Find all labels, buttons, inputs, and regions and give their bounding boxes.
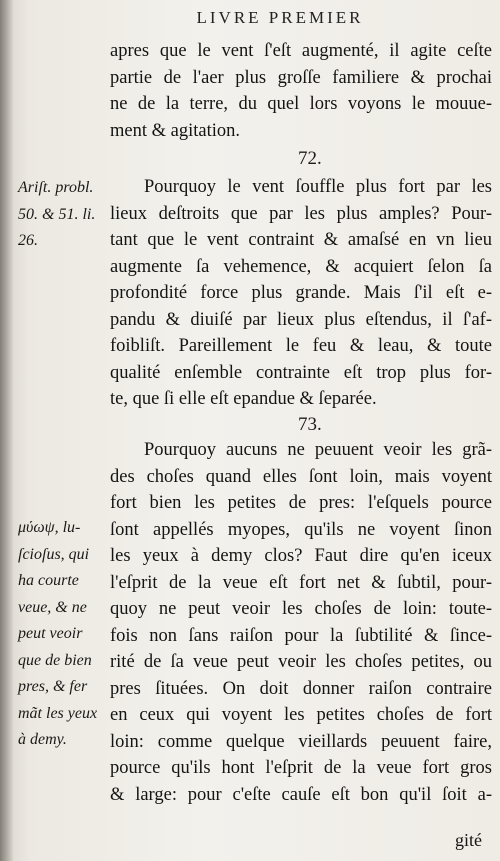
margin-note-line: que de bien: [18, 651, 92, 669]
continuation-paragraph: [110, 38, 492, 144]
margin-note-line: 50. & 51. li.: [18, 205, 96, 223]
text-line: quoy ne peut veoir les choſes de loin: toute-: [110, 599, 492, 619]
margin-note-line: 26.: [18, 232, 38, 249]
margin-note-72: [18, 175, 110, 255]
running-head: LIVRE PREMIER: [196, 8, 364, 27]
text-line: pource qu'ils hont l'eſprit de la veue fort gros: [110, 758, 492, 778]
margin-note-line: Ariſt. probl.: [18, 179, 94, 196]
text-line: te, que ſi elle eſt epandue & ſeparée.: [110, 389, 377, 409]
margin-note-line: μύωψ, lu-: [18, 519, 81, 536]
text-line: rité de ſa veue peut veoir les choſes petites, ou: [110, 652, 492, 672]
text-line: augmente ſa vehemence, & acquiert ſelon ſa: [110, 256, 492, 277]
section-72-paragraph: [110, 174, 492, 413]
text-line: qualité enſemble contrainte eſt trop plus for-: [110, 362, 492, 383]
text-line: ſont appellés myopes, qu'ils ne voyent ſinon: [110, 519, 492, 540]
text-line: lieux deſtroits que par les plus amples? Pour-: [110, 203, 492, 224]
text-line: apres que le vent ſ'eſt augmenté, il agite ceſte: [110, 41, 492, 61]
margin-note-line: veue, & ne: [18, 598, 87, 616]
margin-note-line: ſcioſus, qui: [18, 545, 90, 563]
text-line: Pourquoy aucuns ne peuuent veoir les grã-: [144, 440, 492, 460]
section-73-paragraph: [110, 437, 492, 808]
text-line: fort bien les petites de pres: l'eſquels pource: [110, 493, 492, 513]
page-gutter-shadow: [0, 0, 14, 861]
margin-note-73: [18, 515, 110, 754]
text-line: fois non ſans raiſon pour la ſubtilité & ſince-: [110, 625, 492, 646]
text-line: tant que le vent contraint & amaſsé en vn lieu: [110, 230, 492, 250]
text-line: les yeux à demy clos? Faut dire qu'en iceux: [110, 546, 492, 566]
text-line: l'eſprit de la veue eſt fort net & ſubtil, pour-: [110, 572, 492, 593]
text-line: en ceux qui voyent les petites choſes de fort: [110, 705, 492, 725]
text-line: loin: comme quelque vieillards peuuent faire,: [110, 731, 492, 752]
text-line: des choſes quand elles ſont loin, mais voyent: [110, 466, 492, 487]
text-line: profondité force plus grande. Mais ſ'il eſt e-: [110, 283, 492, 303]
section-number-72: 72.: [298, 148, 322, 169]
text-line: ment & agitation.: [110, 120, 240, 141]
text-line: Pourquoy le vent ſouffle plus fort par les: [144, 177, 492, 197]
catchword: gité: [455, 830, 482, 850]
margin-note-line: ha courte: [18, 572, 79, 589]
margin-note-line: à demy.: [18, 731, 67, 748]
text-line: pres ſituées. On doit donner raiſon contraire: [110, 678, 492, 699]
text-line: partie de l'aer plus groſſe familiere & prochai: [110, 67, 492, 88]
text-line: pandu & diuiſé par lieux plus eſtendus, il ſ'af-: [110, 309, 492, 330]
text-line: & large: pour c'eſte cauſe eſt bon qu'il ſoit a-: [110, 784, 492, 805]
text-line: ne de la terre, du quel lors voyons le mouue-: [110, 94, 492, 114]
margin-note-line: pres, & fer: [18, 678, 88, 695]
margin-note-line: mãt les yeux: [18, 704, 98, 722]
text-line: foibliſt. Pareillement le feu & leau, & toute: [110, 336, 492, 356]
section-number-73: 73.: [298, 414, 322, 435]
margin-note-line: peut veoir: [18, 625, 83, 642]
